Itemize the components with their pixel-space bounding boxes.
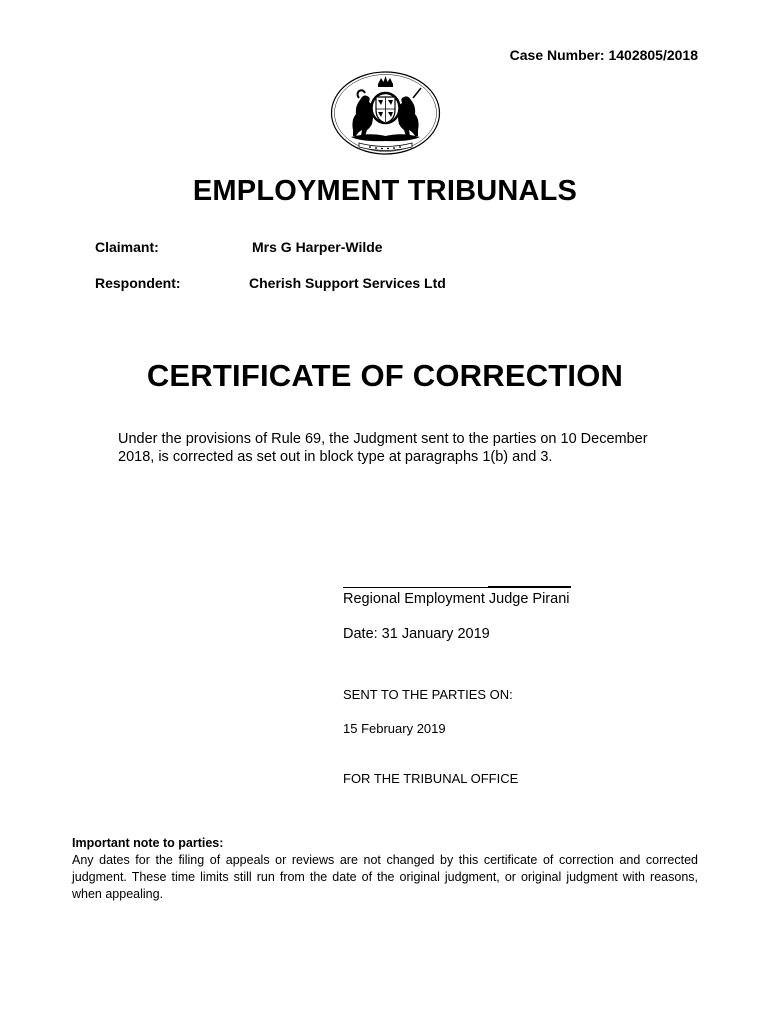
- case-number: Case Number: 1402805/2018: [509, 47, 698, 63]
- certificate-title: CERTIFICATE OF CORRECTION: [146, 358, 624, 393]
- respondent-value: Cherish Support Services Ltd: [249, 275, 446, 291]
- important-note-text: Any dates for the filing of appeals or reviews are not changed by this certificate of correction and corrected judgment. These time limits still run from the date of the original judgment, or original judgment with reasons, when appealing.: [72, 853, 698, 901]
- sent-to-parties-label: SENT TO THE PARTIES ON:: [343, 687, 513, 702]
- respondent-label: Respondent:: [95, 275, 181, 291]
- page-title: EMPLOYMENT TRIBUNALS: [192, 175, 578, 207]
- tribunal-office-label: FOR THE TRIBUNAL OFFICE: [343, 771, 519, 786]
- correction-body-text: Under the provisions of Rule 69, the Judgment sent to the parties on 10 December 2018, is corrected as set out in block type at paragraphs 1(b) and 3.: [118, 431, 648, 465]
- judge-name: Regional Employment Judge Pirani: [343, 591, 570, 607]
- claimant-value: Mrs G Harper-Wilde: [252, 239, 383, 255]
- signature-date: Date: 31 January 2019: [343, 626, 490, 642]
- signature-line-segment: [488, 586, 571, 588]
- royal-coat-of-arms-icon: [329, 70, 442, 156]
- important-note-heading: Important note to parties:: [72, 836, 224, 850]
- sent-date: 15 February 2019: [343, 721, 446, 736]
- claimant-label: Claimant:: [95, 239, 159, 255]
